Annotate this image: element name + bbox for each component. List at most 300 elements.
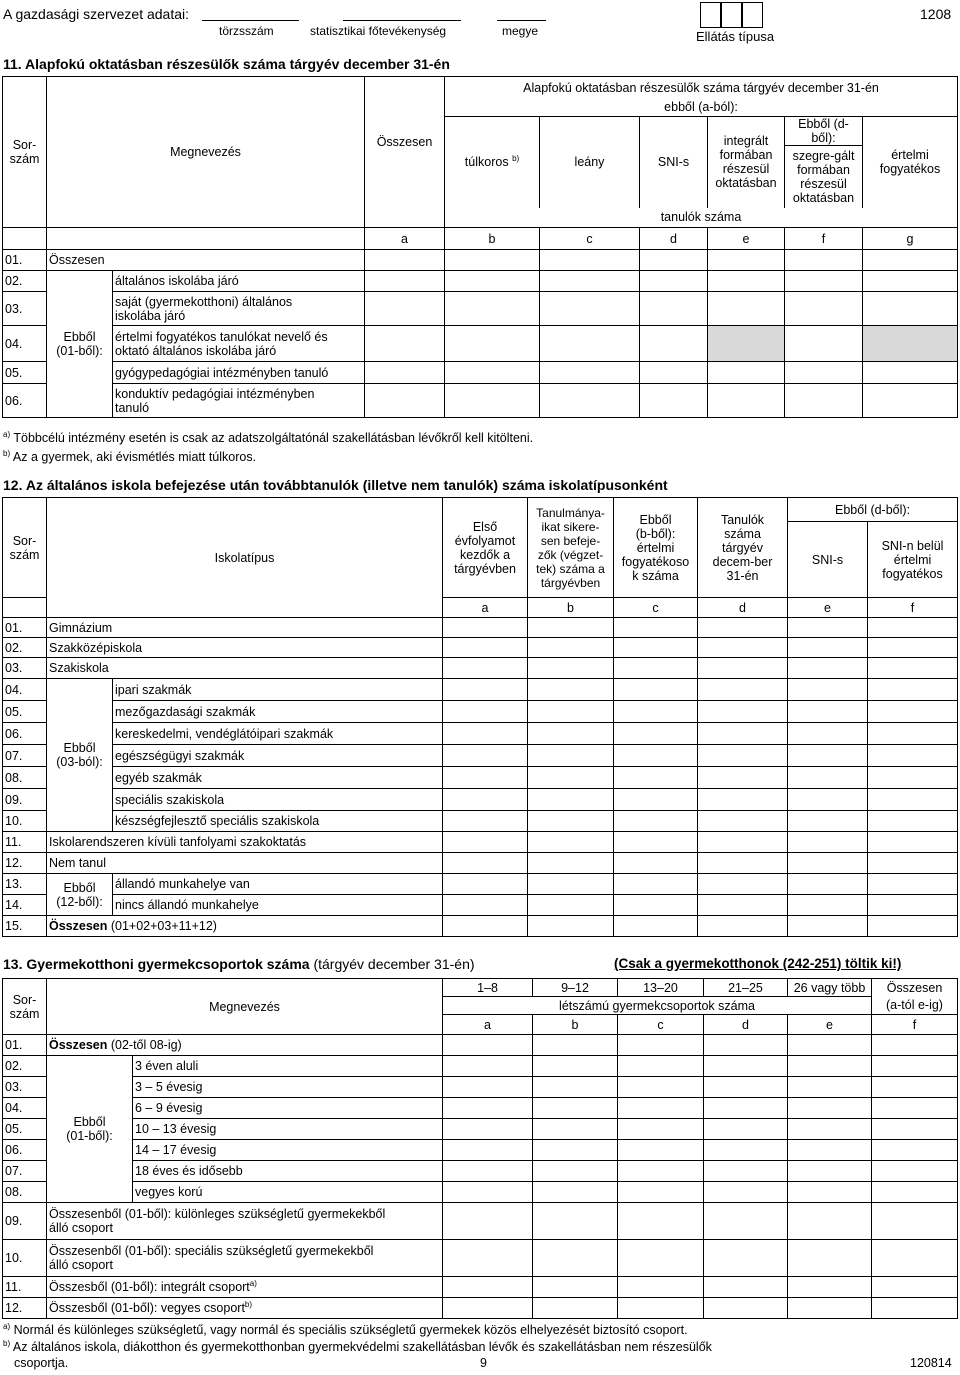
cell-input[interactable] bbox=[618, 1298, 704, 1319]
s11-h-sorszam: Sor- szám bbox=[3, 77, 47, 228]
s11-h-leany: leány bbox=[540, 117, 640, 208]
cell-input[interactable] bbox=[618, 1161, 704, 1182]
cell-input[interactable] bbox=[618, 1119, 704, 1140]
s11-col-e: e bbox=[708, 228, 785, 250]
table-row: 03. Szakiskola bbox=[3, 658, 958, 679]
cell-input[interactable] bbox=[788, 745, 868, 767]
table-row: 11. Iskolarendszeren kívüli tanfolyami szakoktatás bbox=[3, 832, 958, 853]
s13-h-range-2: 9–12 bbox=[533, 979, 618, 997]
cell-input[interactable] bbox=[704, 1098, 788, 1119]
cell-input[interactable] bbox=[528, 701, 614, 723]
cell-input[interactable] bbox=[533, 1298, 618, 1319]
table-row: 05. 10 – 13 évesig bbox=[3, 1119, 958, 1140]
cell-input[interactable] bbox=[528, 658, 614, 679]
shaded-cell bbox=[708, 326, 785, 362]
cell-input[interactable] bbox=[618, 1035, 704, 1056]
table-row: 12. Összesből (01-ből): vegyes csoport$^{b)}$ bbox=[3, 1298, 958, 1319]
cell-input[interactable] bbox=[528, 638, 614, 658]
s11-footnote-b: $^{b)}$ Az a gyermek, aki évismétlés miatt túlkoros. bbox=[3, 449, 257, 465]
cell-input[interactable] bbox=[868, 789, 958, 811]
cell-input[interactable] bbox=[528, 811, 614, 832]
cell-input[interactable] bbox=[443, 1098, 533, 1119]
cell-input[interactable] bbox=[443, 874, 528, 895]
cell-input[interactable] bbox=[528, 618, 614, 638]
cell-input[interactable] bbox=[445, 384, 540, 418]
cell-input[interactable] bbox=[788, 618, 868, 638]
cell-input[interactable] bbox=[528, 916, 614, 937]
cell-input[interactable] bbox=[443, 832, 528, 853]
page-number: 9 bbox=[480, 1356, 487, 1370]
cell-input[interactable] bbox=[533, 1035, 618, 1056]
cell-input[interactable] bbox=[872, 1298, 958, 1319]
cell-input[interactable] bbox=[868, 811, 958, 832]
cell-input[interactable] bbox=[704, 1203, 788, 1240]
cell-input[interactable] bbox=[528, 679, 614, 701]
table-row: 15. Összesen (01+02+03+11+12) bbox=[3, 916, 958, 937]
cell-input[interactable] bbox=[443, 1182, 533, 1203]
cell-input[interactable] bbox=[708, 271, 785, 292]
table-row: 04. 6 – 9 évesig bbox=[3, 1098, 958, 1119]
s12-col-f: f bbox=[868, 598, 958, 618]
cell-input[interactable] bbox=[704, 1119, 788, 1140]
s13-h-megnevezes: Megnevezés bbox=[47, 979, 443, 1035]
cell-input[interactable] bbox=[698, 701, 788, 723]
table-row: 03. saját (gyermekotthoni) általános iskolába járó bbox=[3, 292, 958, 326]
s11-h-tulkoros: túlkoros $^{b)}$ bbox=[445, 117, 540, 208]
s13-h-letszamu: létszámú gyermekcsoportok száma bbox=[443, 997, 872, 1015]
cell-input[interactable] bbox=[445, 362, 540, 384]
cell-input[interactable] bbox=[533, 1240, 618, 1277]
cell-input[interactable] bbox=[872, 1056, 958, 1077]
cell-input[interactable] bbox=[443, 1056, 533, 1077]
cell-input[interactable] bbox=[540, 292, 640, 326]
cell-input[interactable] bbox=[788, 832, 868, 853]
cell-input[interactable] bbox=[640, 362, 708, 384]
cell-input[interactable] bbox=[704, 1056, 788, 1077]
organization-data-label: A gazdasági szervezet adatai: bbox=[3, 6, 190, 22]
s12-h-c: Ebből (b-ből): értelmi fogyatékoso k száma bbox=[614, 498, 698, 598]
cell-input[interactable] bbox=[533, 1161, 618, 1182]
cell-input[interactable] bbox=[528, 723, 614, 745]
s12-h-b: Tanulmánya- ikat sikere- sen befeje- zők (végzet- tek) száma a tárgyévben bbox=[528, 498, 614, 598]
cell-input[interactable] bbox=[614, 895, 698, 916]
s12-h-e: SNI-s bbox=[788, 522, 868, 598]
s13-col-f: f bbox=[872, 1015, 958, 1035]
cell-input[interactable] bbox=[788, 658, 868, 679]
section-11-table bbox=[2, 76, 958, 418]
cell-input[interactable] bbox=[365, 362, 445, 384]
cell-input[interactable] bbox=[872, 1277, 958, 1298]
table-row: 03. 3 – 5 évesig bbox=[3, 1077, 958, 1098]
cell-input[interactable] bbox=[788, 874, 868, 895]
s11-col-d: d bbox=[640, 228, 708, 250]
s11-col-a: a bbox=[365, 228, 445, 250]
cell-input[interactable] bbox=[365, 250, 445, 271]
cell-input[interactable] bbox=[614, 789, 698, 811]
cell-input[interactable] bbox=[614, 745, 698, 767]
cell-input[interactable] bbox=[788, 1035, 872, 1056]
table-row: 08. egyéb szakmák bbox=[3, 767, 958, 789]
table-row: 01. Összesen (02-től 08-ig) bbox=[3, 1035, 958, 1056]
s13-h-range-5: 26 vagy több bbox=[788, 979, 872, 997]
cell-input[interactable] bbox=[443, 658, 528, 679]
cell-input[interactable] bbox=[698, 789, 788, 811]
cell-input[interactable] bbox=[614, 723, 698, 745]
cell-input[interactable] bbox=[443, 811, 528, 832]
cell-input[interactable] bbox=[788, 1140, 872, 1161]
cell-input[interactable] bbox=[540, 250, 640, 271]
cell-input[interactable] bbox=[618, 1203, 704, 1240]
cell-input[interactable] bbox=[872, 1077, 958, 1098]
cell-input[interactable] bbox=[788, 789, 868, 811]
cell-input[interactable] bbox=[868, 874, 958, 895]
s13-ebbol01-label: Ebből (01-ből): bbox=[47, 1056, 133, 1203]
cell-input[interactable] bbox=[640, 271, 708, 292]
table-row: 06. konduktív pedagógiai intézményben tanuló bbox=[3, 384, 958, 418]
cell-input[interactable] bbox=[528, 767, 614, 789]
table-row: 01. Gimnázium bbox=[3, 618, 958, 638]
cell-input[interactable] bbox=[788, 1098, 872, 1119]
table-row: 02. Ebből (01-ből): 3 éven aluli bbox=[3, 1056, 958, 1077]
table-row: 14. nincs állandó munkahelye bbox=[3, 895, 958, 916]
s11-col-g: g bbox=[863, 228, 958, 250]
cell-input[interactable] bbox=[872, 1240, 958, 1277]
cell-input[interactable] bbox=[443, 789, 528, 811]
cell-input[interactable] bbox=[614, 618, 698, 638]
cell-input[interactable] bbox=[868, 658, 958, 679]
s12-h-f: SNI-n belül értelmi fogyatékos bbox=[868, 522, 958, 598]
table-row: 10. készségfejlesztő speciális szakiskola bbox=[3, 811, 958, 832]
cell-input[interactable] bbox=[788, 1240, 872, 1277]
section-12-title: 12. Az általános iskola befejezése után továbbtanulók (illetve nem tanulók) száma iskolatípusonként bbox=[3, 477, 668, 493]
cell-input[interactable] bbox=[788, 895, 868, 916]
cell-input[interactable] bbox=[640, 326, 708, 362]
cell-input[interactable] bbox=[533, 1056, 618, 1077]
cell-input[interactable] bbox=[618, 1277, 704, 1298]
s11-h-ebbol-ab: ebből (a-ból): bbox=[445, 99, 958, 117]
cell-input[interactable] bbox=[533, 1119, 618, 1140]
s13-col-c: c bbox=[618, 1015, 704, 1035]
cell-input[interactable] bbox=[528, 832, 614, 853]
cell-input[interactable] bbox=[528, 789, 614, 811]
cell-input[interactable] bbox=[788, 1119, 872, 1140]
section-13-title: 13. Gyermekotthoni gyermekcsoportok száma (tárgyév december 31-én) bbox=[3, 956, 475, 972]
cell-input[interactable] bbox=[445, 292, 540, 326]
cell-input[interactable] bbox=[872, 1140, 958, 1161]
cell-input[interactable] bbox=[614, 679, 698, 701]
cell-input[interactable] bbox=[540, 362, 640, 384]
table-row: 04. értelmi fogyatékos tanulókat nevelő és oktató általános iskolába járó bbox=[3, 326, 958, 362]
cell-input[interactable] bbox=[698, 895, 788, 916]
cell-input[interactable] bbox=[445, 326, 540, 362]
cell-input[interactable] bbox=[443, 701, 528, 723]
cell-input[interactable] bbox=[618, 1140, 704, 1161]
s13-h-range-3: 13–20 bbox=[618, 979, 704, 997]
cell-input[interactable] bbox=[614, 853, 698, 874]
cell-input[interactable] bbox=[788, 811, 868, 832]
cell-input[interactable] bbox=[443, 1298, 533, 1319]
cell-input[interactable] bbox=[868, 723, 958, 745]
cell-input[interactable] bbox=[528, 853, 614, 874]
s11-col-b: b bbox=[445, 228, 540, 250]
s13-footnote-b-cont: csoportja. bbox=[14, 1356, 69, 1370]
page-code: 1208 bbox=[920, 6, 952, 22]
cell-input[interactable] bbox=[443, 745, 528, 767]
cell-input[interactable] bbox=[533, 1077, 618, 1098]
cell-input[interactable] bbox=[443, 767, 528, 789]
cell-input[interactable] bbox=[443, 618, 528, 638]
cell-input[interactable] bbox=[868, 916, 958, 937]
cell-input[interactable] bbox=[868, 832, 958, 853]
cell-input[interactable] bbox=[872, 1098, 958, 1119]
s11-footnote-a: $^{a)}$ Többcélú intézmény esetén is csak az adatszolgáltatónál szakellátásban lévőkről kell kitölteni. bbox=[3, 430, 534, 446]
form-code: 120814 bbox=[910, 1356, 952, 1370]
cell-input[interactable] bbox=[443, 1203, 533, 1240]
section-13-table bbox=[2, 978, 958, 1319]
cell-input[interactable] bbox=[533, 1203, 618, 1240]
cell-input[interactable] bbox=[698, 874, 788, 895]
ellatas-box-3[interactable] bbox=[742, 2, 763, 28]
s13-footnote-b: $^{b)}$ Az általános iskola, diákotthon és gyermekotthonban gyermekvédelmi szakellátásban lévők és szakellátásban nem részesülők bbox=[3, 1339, 712, 1355]
table-row: 12. Nem tanul bbox=[3, 853, 958, 874]
s11-col-c: c bbox=[540, 228, 640, 250]
ellatas-tipusa-label: Ellátás típusa bbox=[696, 29, 775, 44]
table-row: 09. speciális szakiskola bbox=[3, 789, 958, 811]
table-row: 13. Ebből (12-ből): állandó munkahelye van bbox=[3, 874, 958, 895]
cell-input[interactable] bbox=[618, 1182, 704, 1203]
table-row: 07. egészségügyi szakmák bbox=[3, 745, 958, 767]
cell-input[interactable] bbox=[533, 1140, 618, 1161]
cell-input[interactable] bbox=[872, 1182, 958, 1203]
cell-input[interactable] bbox=[698, 658, 788, 679]
table-row: 06. kereskedelmi, vendéglátóipari szakmák bbox=[3, 723, 958, 745]
cell-input[interactable] bbox=[704, 1140, 788, 1161]
cell-input[interactable] bbox=[445, 250, 540, 271]
cell-input[interactable] bbox=[868, 767, 958, 789]
cell-input[interactable] bbox=[640, 292, 708, 326]
cell-input[interactable] bbox=[788, 1298, 872, 1319]
section-13-note: (Csak a gyermekotthonok (242-251) töltik ki!) bbox=[614, 956, 902, 971]
cell-input[interactable] bbox=[785, 384, 863, 418]
cell-input[interactable] bbox=[443, 638, 528, 658]
cell-input[interactable] bbox=[698, 853, 788, 874]
cell-input[interactable] bbox=[863, 271, 958, 292]
s12-h-a: Első évfolyamot kezdők a tárgyévben bbox=[443, 498, 528, 598]
s13-h-range-4: 21–25 bbox=[704, 979, 788, 997]
cell-input[interactable] bbox=[618, 1056, 704, 1077]
cell-input[interactable] bbox=[614, 811, 698, 832]
cell-input[interactable] bbox=[614, 638, 698, 658]
cell-input[interactable] bbox=[443, 723, 528, 745]
cell-input[interactable] bbox=[443, 1277, 533, 1298]
cell-input[interactable] bbox=[698, 723, 788, 745]
s13-col-b: b bbox=[533, 1015, 618, 1035]
s13-col-d: d bbox=[704, 1015, 788, 1035]
cell-input[interactable] bbox=[863, 292, 958, 326]
cell-input[interactable] bbox=[540, 326, 640, 362]
s11-col-f: f bbox=[785, 228, 863, 250]
cell-input[interactable] bbox=[788, 916, 868, 937]
field-fotevekenyseg-label: statisztikai főtevékenység bbox=[310, 24, 447, 38]
cell-input[interactable] bbox=[708, 362, 785, 384]
cell-input[interactable] bbox=[445, 271, 540, 292]
shaded-cell bbox=[863, 326, 958, 362]
s11-h-megnevezes: Megnevezés bbox=[47, 77, 365, 228]
cell-input[interactable] bbox=[640, 384, 708, 418]
table-row: 08. vegyes korú bbox=[3, 1182, 958, 1203]
cell-input[interactable] bbox=[788, 1203, 872, 1240]
cell-input[interactable] bbox=[365, 271, 445, 292]
cell-input[interactable] bbox=[704, 1077, 788, 1098]
cell-input[interactable] bbox=[708, 250, 785, 271]
cell-input[interactable] bbox=[868, 853, 958, 874]
ellatas-box-1[interactable] bbox=[700, 2, 721, 28]
s11-h-szegregalt: szegre-gált formában részesül oktatásban bbox=[785, 146, 863, 208]
cell-input[interactable] bbox=[698, 811, 788, 832]
cell-input[interactable] bbox=[618, 1240, 704, 1277]
cell-input[interactable] bbox=[704, 1240, 788, 1277]
cell-input[interactable] bbox=[618, 1098, 704, 1119]
s12-ebbol12-label: Ebből (12-ből): bbox=[47, 874, 113, 916]
cell-input[interactable] bbox=[788, 1182, 872, 1203]
ellatas-box-2[interactable] bbox=[721, 2, 742, 28]
cell-input[interactable] bbox=[704, 1182, 788, 1203]
cell-input[interactable] bbox=[868, 745, 958, 767]
cell-input[interactable] bbox=[788, 853, 868, 874]
cell-input[interactable] bbox=[614, 767, 698, 789]
table-row: 05. mezőgazdasági szakmák bbox=[3, 701, 958, 723]
cell-input[interactable] bbox=[788, 679, 868, 701]
cell-input[interactable] bbox=[698, 679, 788, 701]
cell-input[interactable] bbox=[443, 679, 528, 701]
cell-input[interactable] bbox=[868, 895, 958, 916]
cell-input[interactable] bbox=[614, 832, 698, 853]
s13-h-sorszam: Sor- szám bbox=[3, 979, 47, 1035]
cell-input[interactable] bbox=[788, 1277, 872, 1298]
cell-input[interactable] bbox=[365, 384, 445, 418]
table-row: 10. Összesenből (01-ből): speciális szükségletű gyermekekből álló csoport bbox=[3, 1240, 958, 1277]
cell-input[interactable] bbox=[788, 701, 868, 723]
cell-input[interactable] bbox=[540, 384, 640, 418]
cell-input[interactable] bbox=[868, 618, 958, 638]
s12-h-sorszam: Sor- szám bbox=[3, 498, 47, 598]
cell-input[interactable] bbox=[528, 895, 614, 916]
cell-input[interactable] bbox=[698, 832, 788, 853]
cell-input[interactable] bbox=[533, 1098, 618, 1119]
cell-input[interactable] bbox=[785, 292, 863, 326]
cell-input[interactable] bbox=[872, 1035, 958, 1056]
cell-input[interactable] bbox=[443, 1077, 533, 1098]
cell-input[interactable] bbox=[863, 250, 958, 271]
cell-input[interactable] bbox=[704, 1298, 788, 1319]
cell-input[interactable] bbox=[868, 701, 958, 723]
cell-input[interactable] bbox=[704, 1277, 788, 1298]
cell-input[interactable] bbox=[698, 638, 788, 658]
s11-h-tanulok-szama: tanulók száma bbox=[445, 208, 958, 228]
s11-h-ertelmi: értelmi fogyatékos bbox=[863, 117, 958, 208]
cell-input[interactable] bbox=[614, 658, 698, 679]
s13-h-atol: (a-tól e-ig) bbox=[872, 997, 958, 1015]
cell-input[interactable] bbox=[868, 679, 958, 701]
cell-input[interactable] bbox=[785, 362, 863, 384]
cell-input[interactable] bbox=[614, 916, 698, 937]
cell-input[interactable] bbox=[533, 1182, 618, 1203]
s12-col-c: c bbox=[614, 598, 698, 618]
cell-input[interactable] bbox=[872, 1119, 958, 1140]
cell-input[interactable] bbox=[443, 1035, 533, 1056]
cell-input[interactable] bbox=[868, 638, 958, 658]
cell-input[interactable] bbox=[540, 271, 640, 292]
cell-input[interactable] bbox=[704, 1161, 788, 1182]
cell-input[interactable] bbox=[863, 384, 958, 418]
s12-col-d: d bbox=[698, 598, 788, 618]
cell-input[interactable] bbox=[443, 1140, 533, 1161]
cell-input[interactable] bbox=[785, 326, 863, 362]
cell-input[interactable] bbox=[698, 618, 788, 638]
cell-input[interactable] bbox=[872, 1161, 958, 1182]
s11-h-osszesen: Összesen bbox=[365, 77, 445, 208]
cell-input[interactable] bbox=[365, 326, 445, 362]
cell-input[interactable] bbox=[785, 250, 863, 271]
cell-input[interactable] bbox=[533, 1277, 618, 1298]
s12-h-iskolatipus: Iskolatípus bbox=[47, 498, 443, 618]
cell-input[interactable] bbox=[640, 250, 708, 271]
cell-input[interactable] bbox=[528, 745, 614, 767]
section-12-table bbox=[2, 497, 958, 937]
s12-col-a: a bbox=[443, 598, 528, 618]
s11-h-top: Alapfokú oktatásban részesülők száma tárgyév december 31-én bbox=[445, 77, 958, 99]
cell-input[interactable] bbox=[698, 745, 788, 767]
cell-input[interactable] bbox=[708, 384, 785, 418]
cell-input[interactable] bbox=[365, 292, 445, 326]
s12-col-b: b bbox=[528, 598, 614, 618]
cell-input[interactable] bbox=[788, 767, 868, 789]
table-row: 11. Összesből (01-ből): integrált csoport$^{a)}$ bbox=[3, 1277, 958, 1298]
cell-input[interactable] bbox=[443, 1161, 533, 1182]
cell-input[interactable] bbox=[443, 853, 528, 874]
cell-input[interactable] bbox=[443, 895, 528, 916]
cell-input[interactable] bbox=[443, 1119, 533, 1140]
cell-input[interactable] bbox=[528, 874, 614, 895]
s11-h-integralt: integrált formában részesül oktatásban bbox=[708, 117, 785, 208]
s11-h-ebbol-d: Ebből (d-ből): bbox=[785, 117, 863, 146]
cell-input[interactable] bbox=[443, 916, 528, 937]
cell-input[interactable] bbox=[443, 1240, 533, 1277]
cell-input[interactable] bbox=[863, 362, 958, 384]
cell-input[interactable] bbox=[704, 1035, 788, 1056]
cell-input[interactable] bbox=[788, 1077, 872, 1098]
s11-ebbol-label: Ebből (01-ből): bbox=[47, 271, 113, 418]
table-row: 05. gyógypedagógiai intézményben tanuló bbox=[3, 362, 958, 384]
cell-input[interactable] bbox=[614, 701, 698, 723]
table-row: 09. Összesenből (01-ből): különleges szükségletű gyermekekből álló csoport bbox=[3, 1203, 958, 1240]
cell-input[interactable] bbox=[788, 638, 868, 658]
cell-input[interactable] bbox=[618, 1077, 704, 1098]
cell-input[interactable] bbox=[788, 1161, 872, 1182]
field-megye-label: megye bbox=[502, 24, 539, 38]
cell-input[interactable] bbox=[788, 723, 868, 745]
cell-input[interactable] bbox=[614, 874, 698, 895]
cell-input[interactable] bbox=[698, 916, 788, 937]
table-row: 02. Szakközépiskola bbox=[3, 638, 958, 658]
s13-h-osszesen: Összesen bbox=[872, 979, 958, 997]
cell-input[interactable] bbox=[698, 767, 788, 789]
cell-input[interactable] bbox=[785, 271, 863, 292]
cell-input[interactable] bbox=[708, 292, 785, 326]
cell-input[interactable] bbox=[788, 1056, 872, 1077]
cell-input[interactable] bbox=[872, 1203, 958, 1240]
section-11-title: 11. Alapfokú oktatásban részesülők száma tárgyév december 31-én bbox=[3, 56, 450, 72]
